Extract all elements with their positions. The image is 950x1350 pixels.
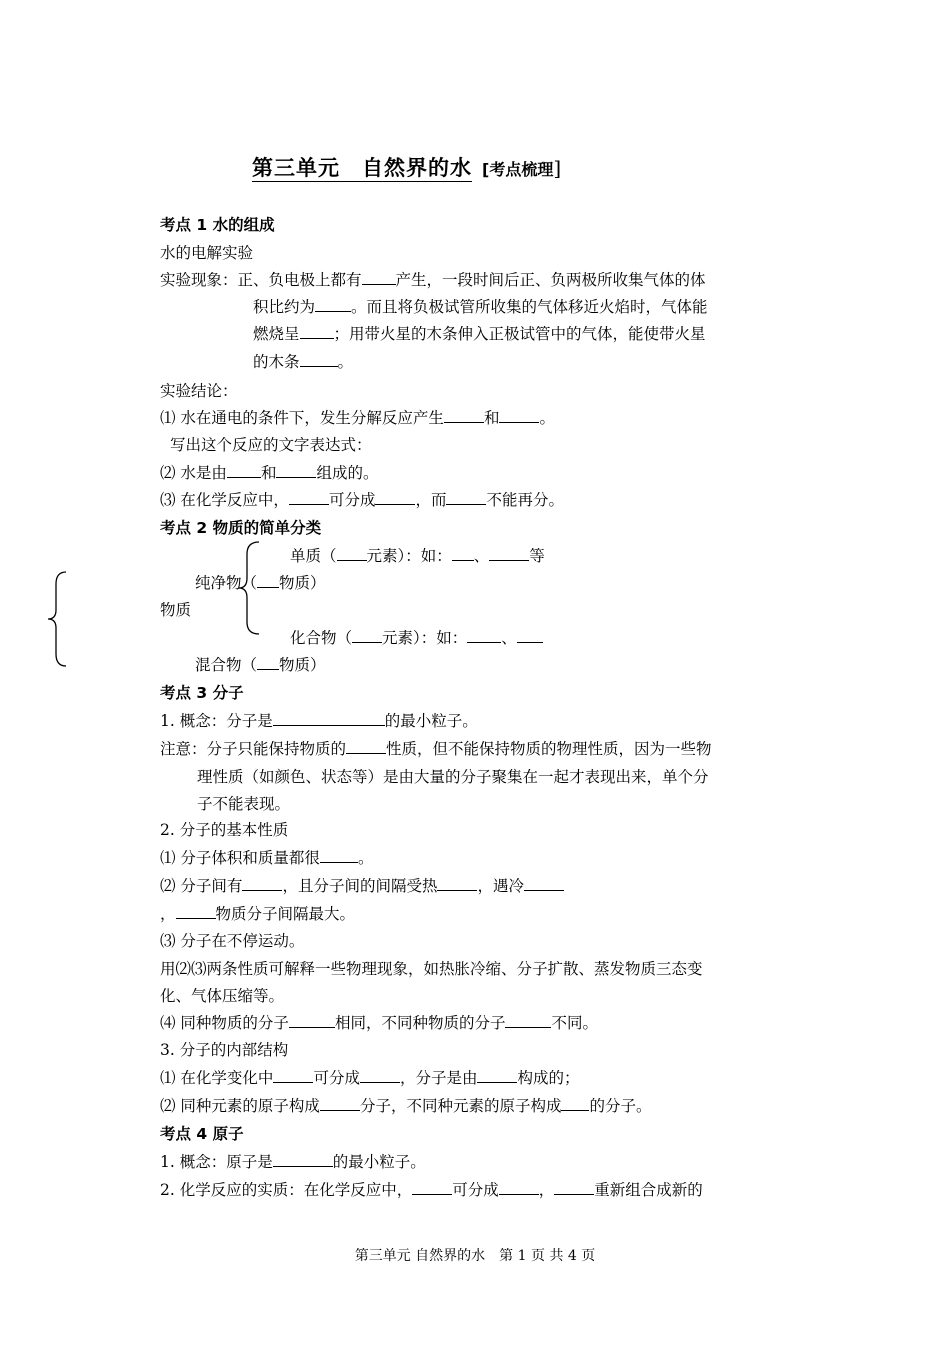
- text-run: 注意：分子只能保持物质的: [160, 740, 347, 758]
- paragraph: [253, 352, 353, 372]
- classification-item: [195, 655, 326, 675]
- text-run: ，且分子间的间隔受热: [282, 877, 438, 895]
- section-tag: [考点梳理: [482, 160, 554, 179]
- paragraph: 写出这个反应的文字表达式：: [170, 436, 372, 454]
- page-footer: 第三单元 自然界的水 第 1 页 共 4 页: [354, 1248, 596, 1264]
- blank: [289, 1013, 335, 1028]
- paragraph: 3. 分子的内部结构: [160, 1041, 289, 1059]
- text-run: 和: [260, 464, 277, 482]
- text-run: 可分成: [452, 1181, 499, 1199]
- paragraph: [160, 1068, 579, 1088]
- text-run: 的分子。: [589, 1097, 652, 1115]
- blank: [499, 408, 539, 423]
- blank: [437, 876, 477, 891]
- paragraph: 用⑵⑶两条性质可解释一些物理现象，如热胀冷缩、分子扩散、蒸发物质三态变: [160, 960, 703, 978]
- text-run: ⑴ 分子体积和质量都很: [160, 849, 320, 867]
- blank: [227, 463, 261, 478]
- blank: [273, 1152, 333, 1167]
- text-run: ⑶ 在化学反应中，: [160, 491, 289, 509]
- text-run: 元素）：如：: [382, 629, 468, 647]
- blank: [362, 270, 396, 285]
- text-run: 可分成: [313, 1069, 360, 1087]
- text-run: 等: [529, 547, 545, 565]
- classification-root: 物质: [160, 601, 192, 619]
- blank: [352, 628, 382, 643]
- text-run: ，: [538, 1181, 555, 1199]
- text-run: ，: [160, 905, 176, 923]
- paragraph: [160, 463, 378, 483]
- paragraph: [160, 739, 712, 759]
- heading-topic-3: 考点 3 分子: [160, 684, 244, 702]
- paragraph: [160, 1013, 598, 1033]
- text-run: ⑵ 水是由: [160, 464, 227, 482]
- blank: [467, 628, 501, 643]
- paragraph: [160, 1152, 426, 1172]
- text-run: 。: [357, 849, 374, 867]
- text-run: 性质，但不能保持物质的物理性质，因为一些物: [386, 740, 712, 758]
- paragraph: [160, 270, 706, 290]
- text-run: 可分成: [328, 491, 376, 509]
- blank: [360, 1068, 400, 1083]
- text-run: ，而: [415, 491, 447, 509]
- text-run: 相同，不同种物质的分子: [334, 1014, 506, 1032]
- text-run: 、: [501, 629, 517, 647]
- paragraph: 实验结论：: [160, 382, 238, 400]
- text-run: 的最小粒子。: [384, 712, 478, 730]
- blank: [524, 876, 564, 891]
- paragraph: ⑶ 分子在不停运动。: [160, 932, 305, 950]
- text-run: 单质（: [290, 547, 337, 565]
- blank: [561, 1096, 589, 1111]
- blank: [273, 711, 385, 726]
- large-brace: [44, 570, 74, 668]
- paragraph: [253, 324, 706, 344]
- text-run: 构成的；: [517, 1069, 580, 1087]
- blank: [300, 324, 334, 339]
- blank: [320, 848, 358, 863]
- blank: [412, 1180, 452, 1195]
- paragraph: [160, 1096, 651, 1116]
- paragraph: 水的电解实验: [160, 244, 254, 262]
- text-run: ⑴ 在化学变化中: [160, 1069, 274, 1087]
- small-brace: [235, 540, 275, 636]
- blank: [337, 546, 367, 561]
- blank: [375, 490, 415, 505]
- document-title: [252, 152, 561, 182]
- paragraph: 理性质（如颜色、状态等）是由大量的分子聚集在一起才表现出来，单个分: [197, 768, 709, 786]
- text-run: 不能再分。: [486, 491, 564, 509]
- classification-item: [290, 628, 543, 648]
- heading-topic-2: 考点 2 物质的简单分类: [160, 519, 322, 537]
- paragraph: 子不能表现。: [197, 795, 291, 813]
- section-tag-bracket: ]: [553, 156, 562, 180]
- paragraph: [160, 490, 564, 510]
- text-run: 组成的。: [316, 464, 379, 482]
- text-run: ⑵ 分子间有: [160, 877, 243, 895]
- text-run: 。: [337, 353, 354, 371]
- paragraph: [160, 848, 373, 868]
- blank: [242, 876, 282, 891]
- unit-title: 第三单元 自然界的水: [252, 156, 472, 180]
- paragraph: 化、气体压缩等。: [160, 987, 285, 1005]
- heading-topic-1: 考点 1 水的组成: [160, 216, 275, 234]
- blank: [517, 628, 543, 643]
- paragraph: [160, 904, 355, 924]
- paragraph: [160, 408, 555, 428]
- blank: [499, 1180, 539, 1195]
- text-run: 物质）: [279, 656, 326, 674]
- blank: [505, 1013, 551, 1028]
- text-run: ⑷ 同种物质的分子: [160, 1014, 289, 1032]
- text-run: 分子，不同种元素的原子构成: [359, 1097, 562, 1115]
- text-run: ⑵ 同种元素的原子构成: [160, 1097, 320, 1115]
- paragraph: [160, 711, 478, 731]
- text-run: 元素）：如：: [366, 547, 452, 565]
- text-run: ，分子是由: [399, 1069, 478, 1087]
- paragraph: [160, 1180, 703, 1200]
- text-run: 不同。: [551, 1014, 598, 1032]
- blank: [346, 739, 386, 754]
- text-run: 燃烧呈: [253, 325, 300, 343]
- text-run: 2. 化学反应的实质：在化学反应中，: [160, 1181, 413, 1199]
- text-run: 。而且将负极试管所收集的气体移近火焰时，气体能: [351, 298, 708, 316]
- text-run: 和: [483, 409, 500, 427]
- classification-item: [290, 546, 545, 566]
- text-run: 实验现象：正、负电极上都有: [160, 271, 362, 289]
- text-run: 1. 概念：原子是: [160, 1153, 273, 1171]
- blank: [300, 352, 338, 367]
- blank: [446, 490, 486, 505]
- text-run: 积比约为: [253, 298, 316, 316]
- blank: [276, 463, 316, 478]
- blank: [477, 1068, 517, 1083]
- text-run: 的最小粒子。: [332, 1153, 426, 1171]
- text-run: 纯净物（: [195, 574, 258, 592]
- blank: [554, 1180, 594, 1195]
- text-run: 1. 概念：分子是: [160, 712, 273, 730]
- blank: [444, 408, 484, 423]
- text-run: 物质分子间隔最大。: [215, 905, 356, 923]
- blank: [257, 655, 279, 670]
- text-run: 物质）: [279, 574, 326, 592]
- paragraph: [253, 297, 708, 317]
- blank: [315, 297, 351, 312]
- paragraph: [160, 876, 564, 896]
- text-run: 重新组合成新的: [594, 1181, 703, 1199]
- blank: [289, 490, 329, 505]
- text-run: 的木条: [253, 353, 300, 371]
- paragraph: 2. 分子的基本性质: [160, 821, 289, 839]
- blank: [273, 1068, 313, 1083]
- text-run: 化合物（: [290, 629, 353, 647]
- text-run: 。: [539, 409, 555, 427]
- text-run: ，遇冷: [477, 877, 524, 895]
- blank: [176, 904, 216, 919]
- text-run: 、: [473, 547, 490, 565]
- text-run: ⑴ 水在通电的条件下，发生分解反应产生: [160, 409, 444, 427]
- text-run: ；用带火星的木条伸入正极试管中的气体，能使带火星: [333, 325, 706, 343]
- blank: [452, 546, 474, 561]
- blank: [320, 1096, 360, 1111]
- blank: [489, 546, 529, 561]
- text-run: 混合物（: [195, 656, 258, 674]
- heading-topic-4: 考点 4 原子: [160, 1125, 244, 1143]
- text-run: 产生，一段时间后正、负两极所收集气体的体: [395, 271, 706, 289]
